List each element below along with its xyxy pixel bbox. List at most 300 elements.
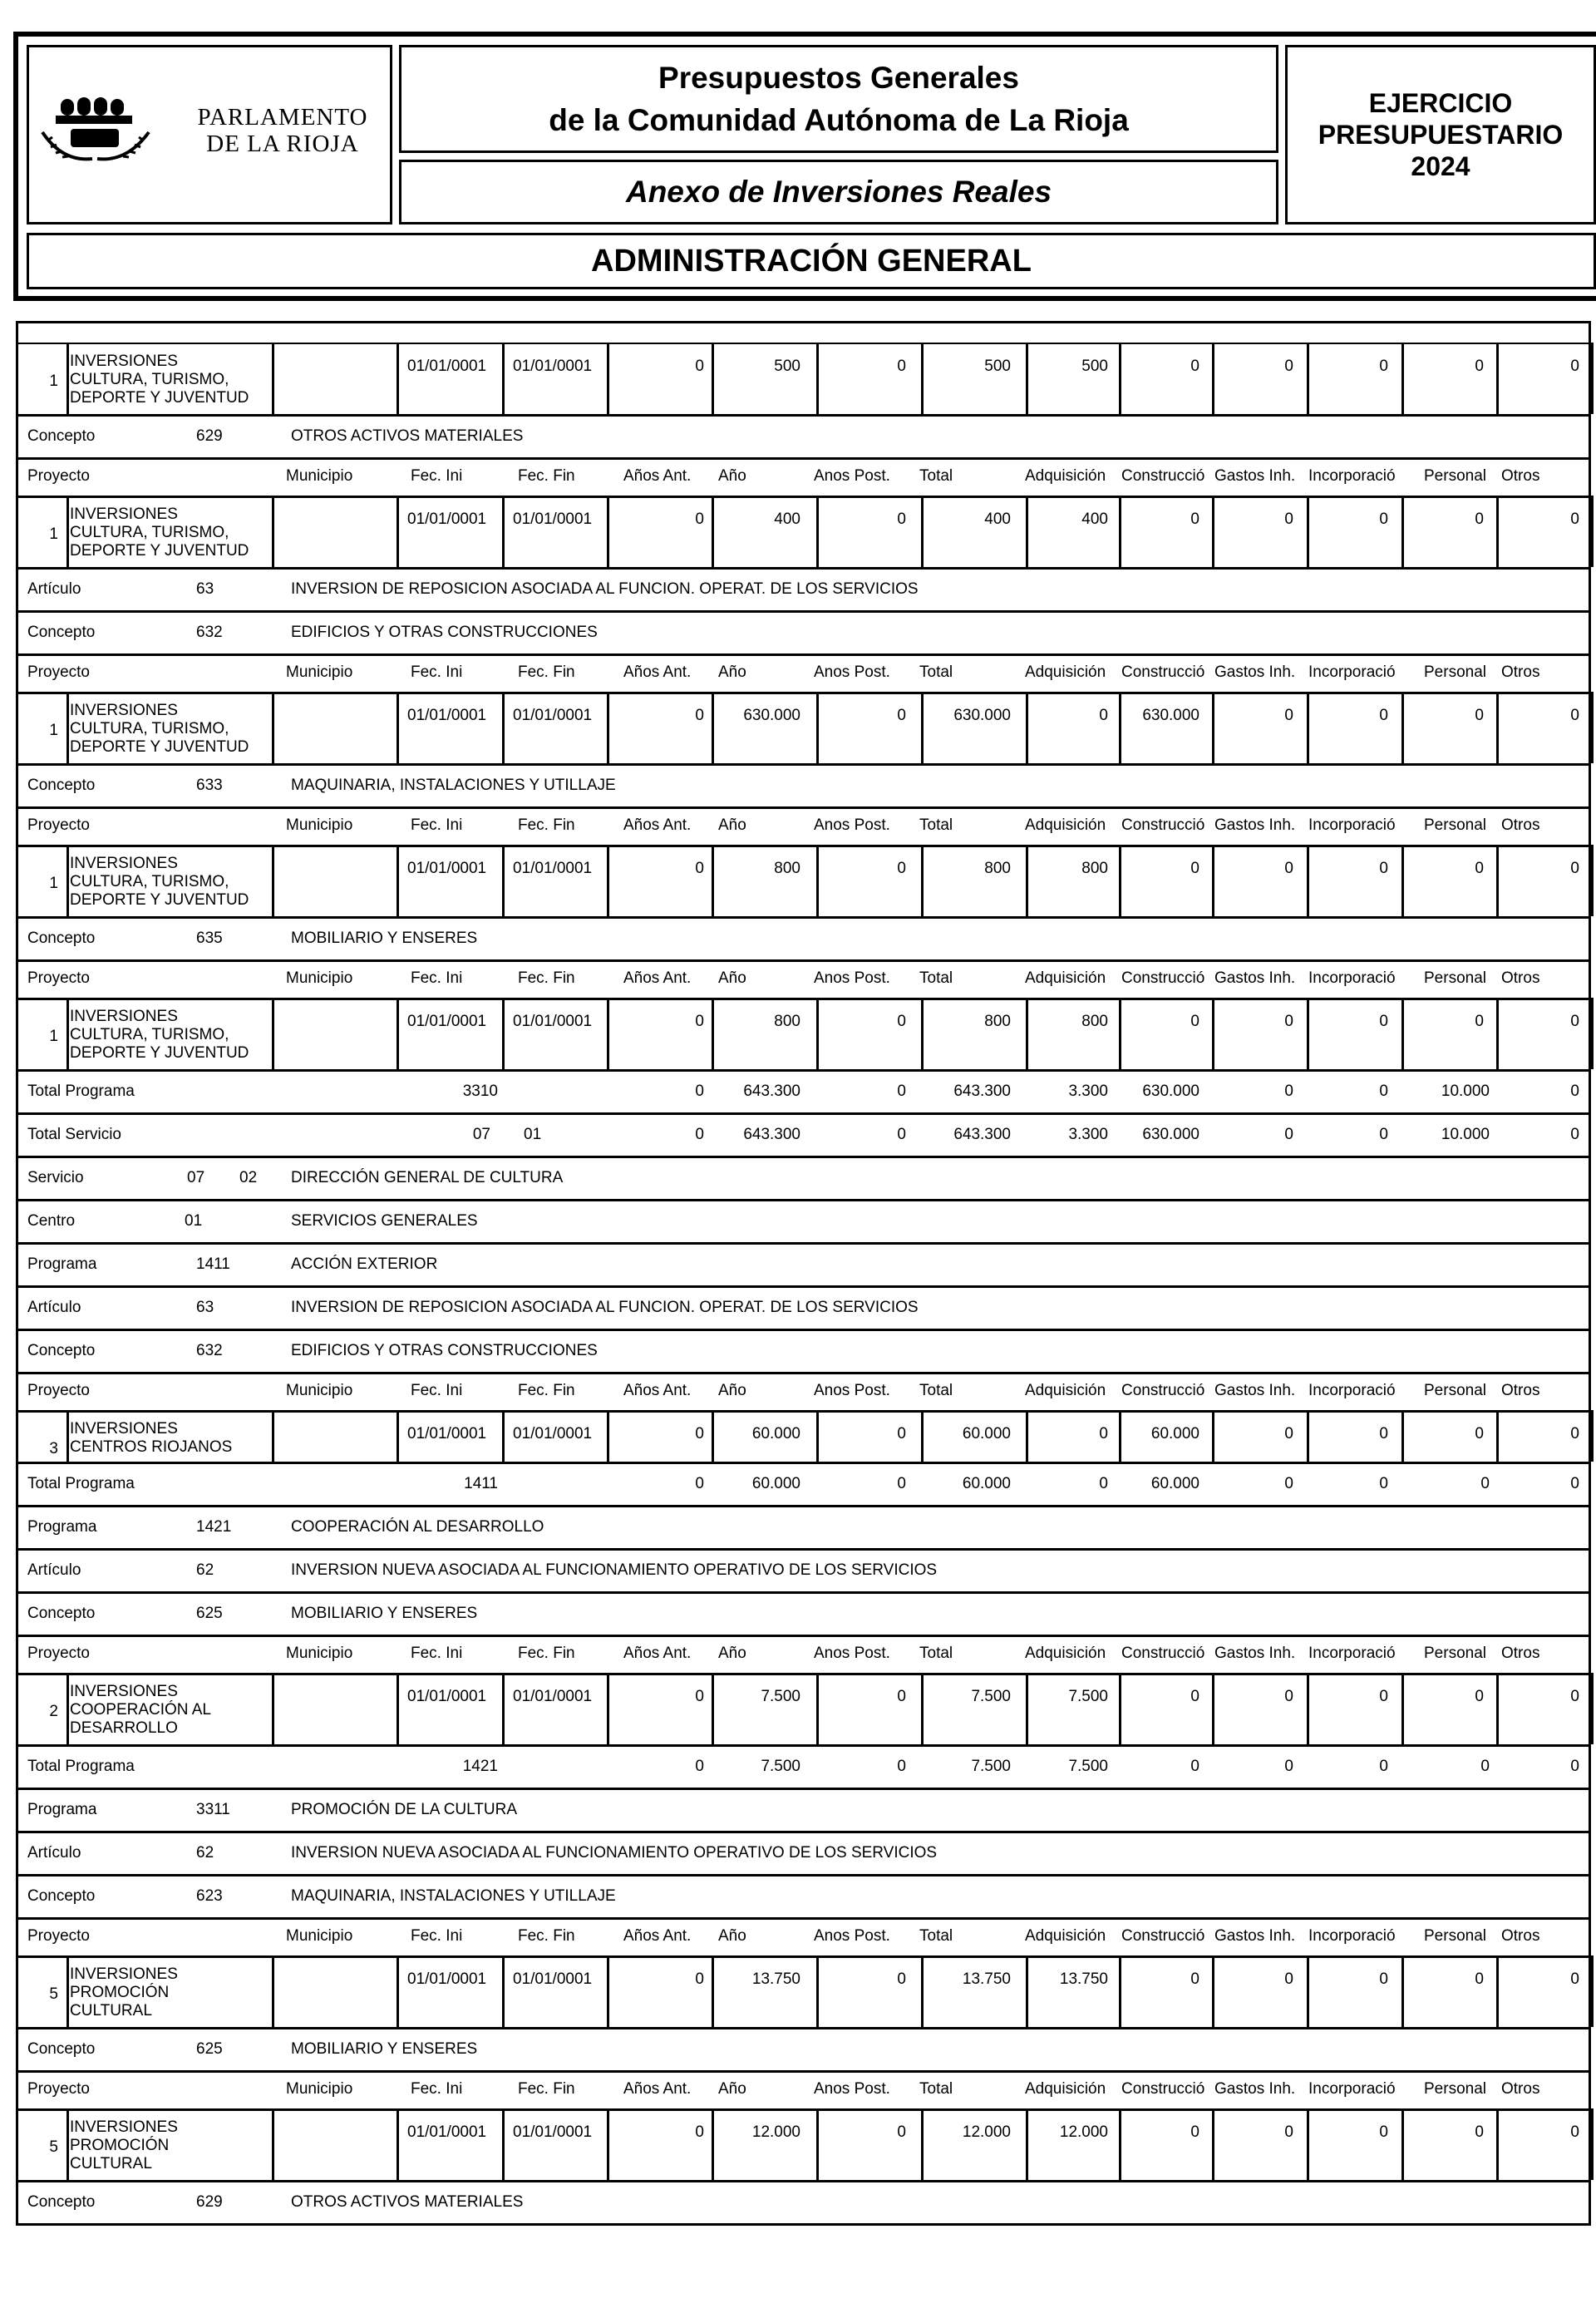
amount-cell: 0 xyxy=(695,1013,704,1030)
cell-divider xyxy=(1496,343,1499,414)
total-amount: 0 xyxy=(1284,1475,1293,1492)
amount-cell: 0 xyxy=(1190,358,1199,375)
cell-divider xyxy=(272,998,274,1069)
end-date: 01/01/0001 xyxy=(513,860,593,877)
row-divider xyxy=(16,916,1591,919)
amount-cell: 0 xyxy=(897,510,906,528)
cell-divider xyxy=(1496,845,1499,916)
column-header: Otros xyxy=(1501,663,1540,681)
column-header: Municipio xyxy=(286,467,353,485)
cell-divider xyxy=(712,845,714,916)
row-label: Concepto xyxy=(27,2193,96,2211)
total-amount: 3.300 xyxy=(1068,1126,1108,1143)
amount-cell: 0 xyxy=(1475,510,1484,528)
amount-cell: 0 xyxy=(1190,2123,1199,2141)
column-header: Municipio xyxy=(286,1382,353,1399)
amount-cell: 0 xyxy=(1190,510,1199,528)
cell-divider xyxy=(66,2108,69,2180)
column-header: Incorporació xyxy=(1308,467,1396,485)
amount-cell: 0 xyxy=(897,358,906,375)
end-date: 01/01/0001 xyxy=(513,510,593,528)
row-code: 1411 xyxy=(196,1255,230,1273)
subtitle: Anexo de Inversiones Reales xyxy=(625,175,1052,209)
amount-cell: 0 xyxy=(1570,2123,1579,2141)
amount-cell: 0 xyxy=(1570,1013,1579,1030)
project-number: 3 xyxy=(49,1440,58,1457)
column-header: Municipio xyxy=(286,816,353,834)
row-code: 62 xyxy=(196,1844,214,1862)
column-header: Total xyxy=(919,467,953,485)
row-description: MAQUINARIA, INSTALACIONES Y UTILLAJE xyxy=(291,1887,616,1905)
row-code: 625 xyxy=(196,1605,223,1622)
cell-divider xyxy=(816,845,819,916)
total-amount: 643.300 xyxy=(953,1082,1011,1100)
column-header: Municipio xyxy=(286,663,353,681)
column-header: Personal xyxy=(1424,816,1486,834)
column-header: Adquisición xyxy=(1025,816,1106,834)
cell-divider xyxy=(921,343,924,414)
cell-divider xyxy=(397,496,399,567)
amount-cell: 0 xyxy=(1379,860,1388,877)
total-amount: 0 xyxy=(695,1475,704,1492)
cell-divider xyxy=(1119,1673,1121,1744)
column-header: Fec. Ini xyxy=(411,2080,463,2098)
row-code: 632 xyxy=(196,624,223,641)
total-amount: 0 xyxy=(1284,1126,1293,1143)
column-header: Fec. Fin xyxy=(518,1927,575,1945)
amount-cell: 0 xyxy=(897,707,906,724)
cell-divider xyxy=(1026,343,1028,414)
amount-cell: 0 xyxy=(1190,1970,1199,1988)
amount-cell: 0 xyxy=(1284,707,1293,724)
row-divider xyxy=(16,1410,1591,1413)
row-label: Artículo xyxy=(27,1561,81,1579)
row-label: Concepto xyxy=(27,777,96,794)
cell-divider xyxy=(921,692,924,763)
amount-cell: 0 xyxy=(1475,1970,1484,1988)
cell-divider xyxy=(607,845,609,916)
cell-divider xyxy=(1496,496,1499,567)
column-header: Anos Post. xyxy=(814,816,890,834)
cell-divider xyxy=(607,496,609,567)
total-code: 07 xyxy=(472,1126,490,1143)
cell-divider xyxy=(502,1955,505,2027)
row-divider xyxy=(16,1505,1591,1507)
total-amount: 630.000 xyxy=(1142,1126,1199,1143)
project-description: INVERSIONES PROMOCIÓN CULTURAL xyxy=(70,2118,178,2172)
amount-cell: 0 xyxy=(897,860,906,877)
column-header: Personal xyxy=(1424,1645,1486,1662)
column-header: Gastos Inh. xyxy=(1214,1645,1296,1662)
cell-divider xyxy=(712,496,714,567)
column-header: Fec. Fin xyxy=(518,1645,575,1662)
amount-cell: 7.500 xyxy=(1068,1688,1108,1705)
column-header: Construcció xyxy=(1121,1927,1205,1945)
column-header: Gastos Inh. xyxy=(1214,816,1296,834)
cell-divider xyxy=(1591,845,1594,916)
column-header: Proyecto xyxy=(27,969,90,987)
amount-cell: 0 xyxy=(1284,860,1293,877)
amount-cell: 0 xyxy=(1475,1013,1484,1030)
cell-divider xyxy=(816,2108,819,2180)
row-divider xyxy=(16,1329,1591,1331)
amount-cell: 0 xyxy=(695,1425,704,1442)
column-header: Años Ant. xyxy=(623,663,692,681)
project-description: INVERSIONES CENTROS RIOJANOS xyxy=(70,1420,233,1456)
row-label: Artículo xyxy=(27,1844,81,1862)
cell-divider xyxy=(272,692,274,763)
cell-divider xyxy=(502,1410,505,1462)
column-header: Año xyxy=(718,1645,746,1662)
cell-divider xyxy=(816,692,819,763)
total-amount: 0 xyxy=(695,1126,704,1143)
cell-divider xyxy=(66,845,69,916)
section-title: ADMINISTRACIÓN GENERAL xyxy=(591,243,1032,279)
amount-cell: 12.000 xyxy=(962,2123,1011,2141)
row-code: 632 xyxy=(196,1342,223,1359)
row-divider xyxy=(16,2108,1591,2111)
amount-cell: 0 xyxy=(1284,2123,1293,2141)
row-code-2: 02 xyxy=(239,1169,258,1186)
row-description: EDIFICIOS Y OTRAS CONSTRUCCIONES xyxy=(291,624,598,641)
row-divider xyxy=(16,1874,1591,1876)
column-header: Gastos Inh. xyxy=(1214,467,1296,485)
cell-divider xyxy=(1119,2108,1121,2180)
row-label: Programa xyxy=(27,1518,97,1536)
cell-divider xyxy=(397,692,399,763)
cell-divider xyxy=(816,998,819,1069)
parliament-logo-icon xyxy=(37,82,154,182)
start-date: 01/01/0001 xyxy=(407,707,487,724)
amount-cell: 0 xyxy=(1379,1013,1388,1030)
amount-cell: 800 xyxy=(984,860,1011,877)
cell-divider xyxy=(272,1410,274,1462)
column-header: Personal xyxy=(1424,1927,1486,1945)
column-header: Personal xyxy=(1424,969,1486,987)
cell-divider xyxy=(1307,1673,1309,1744)
column-header: Fec. Fin xyxy=(518,1382,575,1399)
title-box xyxy=(399,45,1278,153)
section-title-box xyxy=(27,233,1596,289)
cell-divider xyxy=(1401,343,1404,414)
column-header: Otros xyxy=(1501,1382,1540,1399)
total-amount: 0 xyxy=(1379,1475,1388,1492)
column-header: Adquisición xyxy=(1025,969,1106,987)
column-header: Adquisición xyxy=(1025,1382,1106,1399)
cell-divider xyxy=(1026,2108,1028,2180)
amount-cell: 630.000 xyxy=(743,707,800,724)
title-line-1: Presupuestos Generales xyxy=(658,61,1019,95)
column-header: Personal xyxy=(1424,663,1486,681)
column-header: Fec. Ini xyxy=(411,816,463,834)
column-header: Años Ant. xyxy=(623,1645,692,1662)
cell-divider xyxy=(1591,343,1594,414)
column-header: Total xyxy=(919,969,953,987)
project-description: INVERSIONES CULTURA, TURISMO, DEPORTE Y JUVENTUD xyxy=(70,505,249,560)
amount-cell: 0 xyxy=(1284,358,1293,375)
total-amount: 0 xyxy=(897,1126,906,1143)
amount-cell: 0 xyxy=(1475,1688,1484,1705)
row-divider xyxy=(16,1744,1591,1747)
row-description: DIRECCIÓN GENERAL DE CULTURA xyxy=(291,1169,564,1186)
cell-divider xyxy=(272,2108,274,2180)
cell-divider xyxy=(502,343,505,414)
amount-cell: 0 xyxy=(695,707,704,724)
cell-divider xyxy=(607,343,609,414)
cell-divider xyxy=(1307,1410,1309,1462)
row-divider xyxy=(16,959,1591,962)
row-code: 633 xyxy=(196,777,223,794)
column-header: Años Ant. xyxy=(623,2080,692,2098)
total-amount: 60.000 xyxy=(751,1475,800,1492)
cell-divider xyxy=(1212,1955,1214,2027)
amount-cell: 800 xyxy=(774,1013,800,1030)
cell-divider xyxy=(1589,321,1591,2223)
cell-divider xyxy=(66,496,69,567)
ejercicio-line-2: PRESUPUESTARIO xyxy=(1318,120,1564,150)
column-header: Construcció xyxy=(1121,2080,1205,2098)
column-header: Fec. Fin xyxy=(518,663,575,681)
column-header: Adquisición xyxy=(1025,1645,1106,1662)
total-amount: 0 xyxy=(1570,1126,1579,1143)
column-header: Año xyxy=(718,467,746,485)
amount-cell: 500 xyxy=(774,358,800,375)
row-divider xyxy=(16,343,1591,344)
row-divider xyxy=(16,1372,1591,1374)
cell-divider xyxy=(66,343,69,414)
project-description: INVERSIONES CULTURA, TURISMO, DEPORTE Y JUVENTUD xyxy=(70,702,249,756)
logo-box xyxy=(27,45,392,224)
amount-cell: 400 xyxy=(774,510,800,528)
amount-cell: 400 xyxy=(1081,510,1108,528)
cell-divider xyxy=(502,692,505,763)
total-amount: 7.500 xyxy=(971,1758,1011,1775)
row-divider xyxy=(16,2070,1591,2073)
amount-cell: 0 xyxy=(695,510,704,528)
cell-divider xyxy=(1591,1955,1594,2027)
amount-cell: 0 xyxy=(1379,1425,1388,1442)
project-description: INVERSIONES CULTURA, TURISMO, DEPORTE Y JUVENTUD xyxy=(70,353,249,407)
column-header: Municipio xyxy=(286,1645,353,1662)
amount-cell: 0 xyxy=(1190,1013,1199,1030)
row-divider xyxy=(16,1069,1591,1072)
row-description: OTROS ACTIVOS MATERIALES xyxy=(291,427,524,445)
amount-cell: 0 xyxy=(897,2123,906,2141)
cell-divider xyxy=(1026,1673,1028,1744)
cell-divider xyxy=(816,1673,819,1744)
amount-cell: 0 xyxy=(1475,707,1484,724)
row-divider xyxy=(16,763,1591,766)
amount-cell: 0 xyxy=(1570,358,1579,375)
cell-divider xyxy=(1026,1410,1028,1462)
total-amount: 3.300 xyxy=(1068,1082,1108,1100)
column-header: Proyecto xyxy=(27,1382,90,1399)
cell-divider xyxy=(502,496,505,567)
column-header: Incorporació xyxy=(1308,2080,1396,2098)
cell-divider xyxy=(66,998,69,1069)
total-amount: 643.300 xyxy=(743,1126,800,1143)
row-label: Programa xyxy=(27,1801,97,1818)
cell-divider xyxy=(1401,1955,1404,2027)
cell-divider xyxy=(502,1673,505,1744)
cell-divider xyxy=(397,1955,399,2027)
column-header: Total xyxy=(919,1382,953,1399)
column-header: Anos Post. xyxy=(814,969,890,987)
cell-divider xyxy=(1212,692,1214,763)
amount-cell: 0 xyxy=(1570,707,1579,724)
row-description: MAQUINARIA, INSTALACIONES Y UTILLAJE xyxy=(291,777,616,794)
cell-divider xyxy=(1496,998,1499,1069)
total-amount: 0 xyxy=(897,1475,906,1492)
row-divider xyxy=(16,1242,1591,1245)
cell-divider xyxy=(272,1673,274,1744)
amount-cell: 0 xyxy=(1570,1688,1579,1705)
cell-divider xyxy=(397,1410,399,1462)
cell-divider xyxy=(1307,2108,1309,2180)
cell-divider xyxy=(1591,496,1594,567)
amount-cell: 7.500 xyxy=(761,1688,800,1705)
cell-divider xyxy=(66,692,69,763)
total-amount: 0 xyxy=(1190,1758,1199,1775)
row-label: Servicio xyxy=(27,1169,84,1186)
project-description: INVERSIONES CULTURA, TURISMO, DEPORTE Y JUVENTUD xyxy=(70,1008,249,1062)
cell-divider xyxy=(66,1410,69,1462)
row-code: 07 xyxy=(187,1169,205,1186)
column-header: Fec. Ini xyxy=(411,1645,463,1662)
cell-divider xyxy=(921,845,924,916)
cell-divider xyxy=(712,1410,714,1462)
amount-cell: 13.750 xyxy=(751,1970,800,1988)
cell-divider xyxy=(1401,2108,1404,2180)
amount-cell: 0 xyxy=(1379,1688,1388,1705)
amount-cell: 0 xyxy=(1284,1013,1293,1030)
amount-cell: 630.000 xyxy=(1142,707,1199,724)
column-header: Anos Post. xyxy=(814,467,890,485)
end-date: 01/01/0001 xyxy=(513,707,593,724)
subtitle-box xyxy=(399,160,1278,224)
total-amount: 0 xyxy=(1379,1126,1388,1143)
total-amount: 0 xyxy=(695,1758,704,1775)
amount-cell: 60.000 xyxy=(962,1425,1011,1442)
column-header: Años Ant. xyxy=(623,969,692,987)
amount-cell: 0 xyxy=(1475,2123,1484,2141)
project-number: 1 xyxy=(49,875,58,892)
column-header: Personal xyxy=(1424,1382,1486,1399)
column-header: Total xyxy=(919,1927,953,1945)
total-amount: 0 xyxy=(1480,1758,1490,1775)
cell-divider xyxy=(607,692,609,763)
project-number: 1 xyxy=(49,525,58,543)
column-header: Fec. Ini xyxy=(411,1382,463,1399)
row-divider xyxy=(16,1548,1591,1551)
cell-divider xyxy=(1119,343,1121,414)
cell-divider xyxy=(1401,1410,1404,1462)
column-header: Proyecto xyxy=(27,1927,90,1945)
cell-divider xyxy=(1212,845,1214,916)
cell-divider xyxy=(816,1410,819,1462)
column-header: Proyecto xyxy=(27,2080,90,2098)
cell-divider xyxy=(1401,1673,1404,1744)
row-code: 3311 xyxy=(196,1801,230,1818)
end-date: 01/01/0001 xyxy=(513,1688,593,1705)
column-header: Proyecto xyxy=(27,1645,90,1662)
end-date: 01/01/0001 xyxy=(513,1013,593,1030)
row-label: Artículo xyxy=(27,580,81,598)
row-divider xyxy=(16,1917,1591,1920)
amount-cell: 800 xyxy=(1081,860,1108,877)
column-header: Incorporació xyxy=(1308,1927,1396,1945)
cell-divider xyxy=(1591,1410,1594,1462)
column-header: Fec. Ini xyxy=(411,1927,463,1945)
cell-divider xyxy=(272,343,274,414)
column-header: Anos Post. xyxy=(814,2080,890,2098)
row-divider xyxy=(16,321,1591,323)
row-description: EDIFICIOS Y OTRAS CONSTRUCCIONES xyxy=(291,1342,598,1359)
amount-cell: 0 xyxy=(1379,358,1388,375)
amount-cell: 0 xyxy=(1570,860,1579,877)
total-amount: 643.300 xyxy=(953,1126,1011,1143)
row-divider xyxy=(16,2180,1591,2182)
amount-cell: 0 xyxy=(897,1425,906,1442)
cell-divider xyxy=(607,1673,609,1744)
end-date: 01/01/0001 xyxy=(513,1425,593,1442)
amount-cell: 0 xyxy=(1190,1688,1199,1705)
row-description: SERVICIOS GENERALES xyxy=(291,1212,478,1230)
amount-cell: 0 xyxy=(1190,860,1199,877)
start-date: 01/01/0001 xyxy=(407,2123,487,2141)
cell-divider xyxy=(921,1673,924,1744)
logo-line-1: PARLAMENTO xyxy=(197,104,368,131)
column-header: Adquisición xyxy=(1025,467,1106,485)
cell-divider xyxy=(1591,1673,1594,1744)
column-header: Gastos Inh. xyxy=(1214,1382,1296,1399)
cell-divider xyxy=(1307,343,1309,414)
cell-divider xyxy=(1401,496,1404,567)
row-divider xyxy=(16,1199,1591,1201)
column-header: Total xyxy=(919,663,953,681)
row-description: COOPERACIÓN AL DESARROLLO xyxy=(291,1518,544,1536)
row-divider xyxy=(16,1112,1591,1115)
cell-divider xyxy=(607,2108,609,2180)
column-header: Años Ant. xyxy=(623,467,692,485)
column-header: Anos Post. xyxy=(814,1927,890,1945)
cell-divider xyxy=(1212,496,1214,567)
project-description: INVERSIONES COOPERACIÓN AL DESARROLLO xyxy=(70,1683,211,1737)
cell-divider xyxy=(1591,692,1594,763)
column-header: Fec. Fin xyxy=(518,816,575,834)
end-date: 01/01/0001 xyxy=(513,1970,593,1988)
amount-cell: 0 xyxy=(1475,358,1484,375)
cell-divider xyxy=(1119,1955,1121,2027)
cell-divider xyxy=(1401,845,1404,916)
cell-divider xyxy=(1307,496,1309,567)
column-header: Fec. Fin xyxy=(518,2080,575,2098)
column-header: Incorporació xyxy=(1308,1645,1396,1662)
start-date: 01/01/0001 xyxy=(407,860,487,877)
total-amount: 0 xyxy=(1480,1475,1490,1492)
start-date: 01/01/0001 xyxy=(407,510,487,528)
row-divider xyxy=(16,1955,1591,1958)
logo-line-2: DE LA RIOJA xyxy=(206,131,359,157)
column-header: Incorporació xyxy=(1308,969,1396,987)
row-divider xyxy=(16,1462,1591,1464)
project-number: 1 xyxy=(49,1028,58,1045)
row-divider xyxy=(16,1673,1591,1675)
column-header: Fec. Fin xyxy=(518,969,575,987)
column-header: Personal xyxy=(1424,2080,1486,2098)
row-divider xyxy=(16,496,1591,498)
column-header: Fec. Ini xyxy=(411,467,463,485)
